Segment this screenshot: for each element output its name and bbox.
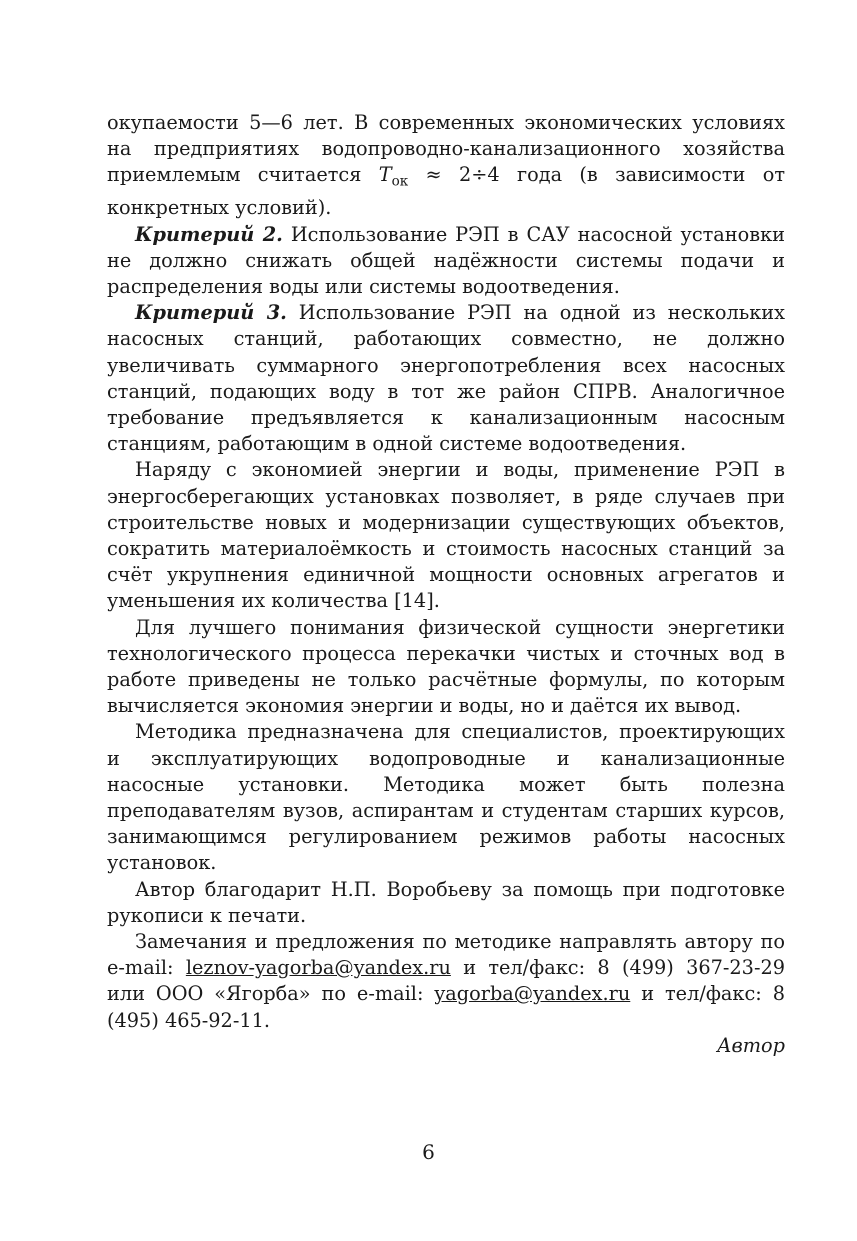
paragraph-energy-savings: Наряду с экономией энергии и воды, применение РЭП в энергосберегающих установках позволяет, в ряде случаев при строительстве новых и модернизации существующих объектов, сократить материалоёмкость и стоимость насосных станций за счёт укрупнения единичной мощности основных агрегатов и уменьшения их количества [14]. xyxy=(107,458,785,613)
criterion-3-text: Использование РЭП на одной из нескольких насосных станций, работающих совместно, не должно увеличивать суммарного энергопотребления всех насосных станций, подающих воду в тот же район СПРВ. Аналогичное требование предъявляется к канализационным насосным станциям, работающим в одной системе водоотведения. xyxy=(107,301,785,456)
email-link-yagorba[interactable]: yagorba@yandex.ru xyxy=(434,982,631,1006)
page-body xyxy=(107,110,785,1034)
email-link-leznov[interactable]: leznov-yagorba@yandex.ru xyxy=(185,956,451,980)
paragraph-criterion-2 xyxy=(107,222,785,301)
author-signature: Автор xyxy=(716,1034,785,1057)
criterion-2-text: Использование РЭП в САУ насосной установки не должно снижать общей надёжности системы подачи и распределения воды или системы водоотведения. xyxy=(107,222,786,298)
paragraph-payback xyxy=(107,110,785,222)
paragraph-criterion-3 xyxy=(107,300,785,457)
payback-text-start: окупаемости 5—6 лет. В современных экономических условиях на предприятиях водопроводно-канализационного хозяйства приемлемым считается xyxy=(107,111,785,187)
page-number: 6 xyxy=(422,1140,435,1164)
payback-subscript: ок xyxy=(391,174,409,191)
paragraph-audience: Методика предназначена для специалистов, проектирующих и эксплуатирующих водопроводные и канализационные насосные установки. Методика может быть полезна преподавателям вузов, аспирантам и студентам старших курсов, занимающимся регулированием режимов работы насосных установок. xyxy=(107,720,785,875)
payback-text-end: ≈ 2÷4 года (в зависимости от конкретных условий). xyxy=(107,163,786,220)
contacts-text-2: и тел/факс: 8 (499) 367-23-29 или ООО «Ягорба» по e-mail: xyxy=(107,956,786,1006)
contacts-text-3: и тел/факс: 8 (495) 465-92-11. xyxy=(107,982,785,1032)
paragraph-acknowledgement: Автор благодарит Н.П. Воробьеву за помощь при подготовке рукописи к печати. xyxy=(107,877,785,927)
contacts-text-1: Замечания и предложения по методике направлять автору по e-mail: xyxy=(107,930,785,980)
paragraph-contacts xyxy=(107,929,785,1034)
criterion-2-label: Критерий 2. xyxy=(135,222,283,246)
payback-symbol: T xyxy=(378,163,392,187)
criterion-3-label: Критерий 3. xyxy=(135,301,287,325)
paragraph-physics: Для лучшего понимания физической сущности энергетики технологического процесса перекачки чистых и сточных вод в работе приведены не только расчётные формулы, по которым вычисляется экономия энергии и воды, но и даётся их вывод. xyxy=(107,615,785,718)
